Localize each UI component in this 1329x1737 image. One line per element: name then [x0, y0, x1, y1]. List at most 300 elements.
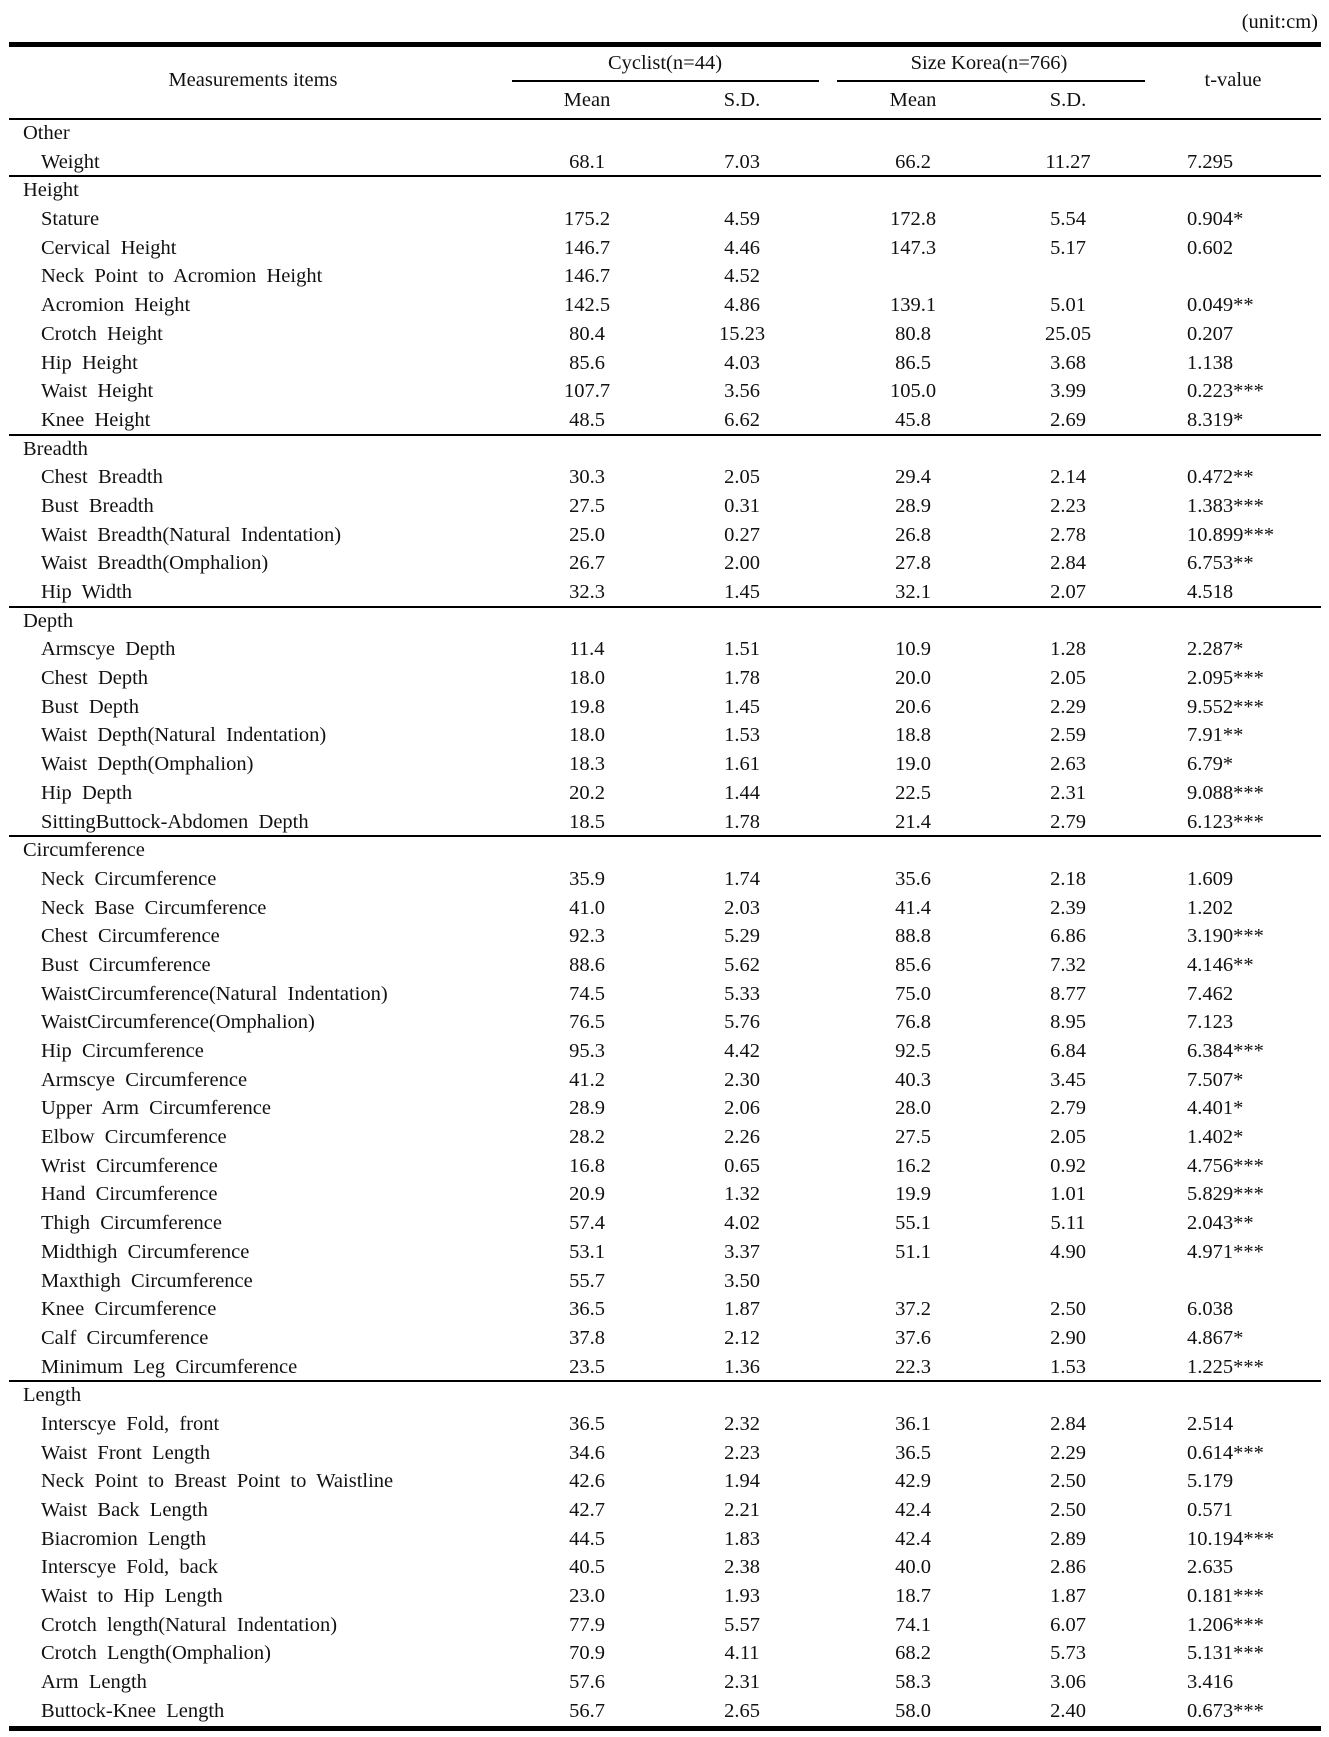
- cyclist-mean-cell: 18.3: [569, 753, 605, 776]
- size-korea-mean-cell: 26.8: [895, 523, 931, 546]
- item-label: Interscye Fold, back: [41, 1556, 219, 1579]
- size-korea-sd-cell: 8.95: [1050, 1011, 1086, 1034]
- cyclist-mean-cell: 57.6: [569, 1671, 605, 1694]
- item-label: Waist Height: [41, 380, 154, 403]
- t-value-cell: 4.401*: [1187, 1097, 1244, 1120]
- cyclist-mean-cell: 76.5: [569, 1011, 605, 1034]
- table-row: [0, 1324, 1329, 1353]
- cyclist-mean-cell: 57.4: [569, 1212, 605, 1235]
- t-value-cell: 1.138: [1187, 351, 1234, 374]
- item-label: Neck Point to Acromion Height: [41, 265, 323, 288]
- header-size-korea-mean: Mean: [889, 89, 937, 111]
- t-value-cell: 1.206***: [1187, 1613, 1264, 1636]
- cyclist-sd-cell: 0.65: [724, 1154, 760, 1177]
- item-label: Thigh Circumference: [41, 1212, 223, 1235]
- cyclist-sd-cell: 1.45: [724, 695, 760, 718]
- size-korea-sd-cell: 5.17: [1050, 236, 1086, 259]
- size-korea-sd-cell: 2.78: [1050, 523, 1086, 546]
- t-value-cell: 1.225***: [1187, 1355, 1264, 1378]
- size-korea-sd-cell: 2.31: [1050, 781, 1086, 804]
- size-korea-mean-cell: 36.5: [895, 1441, 931, 1464]
- size-korea-mean-cell: 147.3: [889, 236, 937, 259]
- table-row: [0, 1553, 1329, 1582]
- cyclist-mean-cell: 41.0: [569, 896, 605, 919]
- t-value-cell: 7.507*: [1187, 1068, 1244, 1091]
- table-row: [0, 205, 1329, 234]
- item-label: WaistCircumference(Omphalion): [41, 1011, 315, 1034]
- size-korea-mean-cell: 27.8: [895, 552, 931, 575]
- size-korea-sd-cell: 0.92: [1050, 1154, 1086, 1177]
- size-korea-mean-cell: 80.8: [895, 322, 931, 345]
- table-row: [0, 1267, 1329, 1296]
- size-korea-mean-cell: 105.0: [889, 380, 937, 403]
- cyclist-mean-cell: 34.6: [569, 1441, 605, 1464]
- table-row: [0, 320, 1329, 349]
- size-korea-mean-cell: 21.4: [895, 810, 931, 833]
- table-row: [0, 521, 1329, 550]
- size-korea-sd-cell: 2.69: [1050, 408, 1086, 431]
- cyclist-sd-cell: 2.05: [724, 466, 760, 489]
- item-label: Biacromion Length: [41, 1527, 207, 1550]
- size-korea-sd-cell: 2.86: [1050, 1556, 1086, 1579]
- t-value-cell: 1.202: [1187, 896, 1234, 919]
- group-row: [0, 607, 1329, 636]
- size-korea-sd-cell: 2.89: [1050, 1527, 1086, 1550]
- cyclist-sd-cell: 3.50: [724, 1269, 760, 1292]
- size-korea-sd-cell: 2.07: [1050, 581, 1086, 603]
- cyclist-sd-cell: 1.83: [724, 1527, 760, 1550]
- item-label: Knee Circumference: [41, 1298, 217, 1321]
- table-row: [0, 693, 1329, 722]
- cyclist-mean-cell: 41.2: [569, 1068, 605, 1091]
- item-label: Chest Circumference: [41, 925, 220, 948]
- cyclist-mean-cell: 28.2: [569, 1126, 605, 1149]
- t-value-cell: 9.088***: [1187, 781, 1264, 804]
- size-korea-mean-cell: 16.2: [895, 1154, 931, 1177]
- size-korea-sd-cell: 2.84: [1050, 552, 1086, 575]
- table-row: [0, 1295, 1329, 1324]
- table-row: [0, 349, 1329, 378]
- cyclist-mean-cell: 88.6: [569, 953, 605, 976]
- size-korea-sd-cell: 3.68: [1050, 351, 1086, 374]
- size-korea-sd-cell: 25.05: [1044, 322, 1092, 345]
- t-value-cell: 0.614***: [1187, 1441, 1264, 1464]
- cyclist-sd-cell: 4.86: [724, 294, 760, 317]
- item-label: Hip Depth: [41, 781, 133, 804]
- header-t-value: t-value: [1204, 69, 1262, 91]
- size-korea-group-rule: [837, 80, 1145, 82]
- cyclist-mean-cell: 40.5: [569, 1556, 605, 1579]
- table-row: [0, 262, 1329, 291]
- size-korea-mean-cell: 36.1: [895, 1412, 931, 1435]
- cyclist-sd-cell: 5.29: [724, 925, 760, 948]
- t-value-cell: 2.043**: [1187, 1212, 1254, 1235]
- cyclist-mean-cell: 146.7: [563, 265, 611, 288]
- cyclist-mean-cell: 11.4: [569, 638, 605, 661]
- cyclist-sd-cell: 1.45: [724, 581, 760, 603]
- cyclist-sd-cell: 2.38: [724, 1556, 760, 1579]
- item-label: Waist Breadth(Natural Indentation): [41, 523, 342, 546]
- size-korea-mean-cell: 28.0: [895, 1097, 931, 1120]
- item-label: Neck Base Circumference: [41, 896, 267, 919]
- t-value-cell: 1.383***: [1187, 494, 1264, 517]
- table-row: [0, 1467, 1329, 1496]
- item-label: Crotch Height: [41, 322, 163, 345]
- cyclist-mean-cell: 23.0: [569, 1585, 605, 1608]
- cyclist-mean-cell: 32.3: [569, 581, 605, 603]
- item-label: WaistCircumference(Natural Indentation): [41, 982, 388, 1005]
- size-korea-sd-cell: 2.63: [1050, 753, 1086, 776]
- size-korea-sd-cell: 3.99: [1050, 380, 1086, 403]
- size-korea-mean-cell: 86.5: [895, 351, 931, 374]
- t-value-cell: 5.179: [1187, 1470, 1234, 1493]
- table-row: [0, 721, 1329, 750]
- cyclist-sd-cell: 0.31: [724, 494, 760, 517]
- cyclist-mean-cell: 92.3: [569, 925, 605, 948]
- cyclist-mean-cell: 95.3: [569, 1040, 605, 1062]
- size-korea-sd-cell: 5.54: [1050, 208, 1086, 231]
- table-row: [0, 1353, 1329, 1382]
- cyclist-sd-cell: 2.00: [724, 552, 760, 575]
- item-label: Bust Circumference: [41, 953, 211, 976]
- size-korea-mean-cell: 58.3: [895, 1671, 931, 1694]
- size-korea-sd-cell: 1.53: [1050, 1355, 1086, 1378]
- cyclist-mean-cell: 36.5: [569, 1298, 605, 1321]
- item-label: Waist to Hip Length: [41, 1585, 223, 1608]
- cyclist-sd-cell: 15.23: [718, 322, 766, 345]
- group-label: Length: [23, 1384, 82, 1407]
- t-value-cell: 2.635: [1187, 1556, 1234, 1579]
- cyclist-sd-cell: 4.59: [724, 208, 760, 231]
- item-label: Hip Height: [41, 351, 138, 374]
- size-korea-mean-cell: 35.6: [895, 867, 931, 890]
- item-label: Waist Front Length: [41, 1441, 211, 1464]
- table-row: [0, 1094, 1329, 1123]
- cyclist-mean-cell: 107.7: [563, 380, 611, 403]
- t-value-cell: 4.146**: [1187, 953, 1254, 976]
- table-row: [0, 578, 1329, 607]
- cyclist-mean-cell: 48.5: [569, 408, 605, 431]
- size-korea-sd-cell: 5.11: [1050, 1212, 1086, 1235]
- group-row: [0, 1381, 1329, 1410]
- cyclist-sd-cell: 1.74: [724, 867, 760, 890]
- cyclist-sd-cell: 1.94: [724, 1470, 760, 1493]
- table-row: [0, 1123, 1329, 1152]
- size-korea-sd-cell: 6.07: [1050, 1613, 1086, 1636]
- size-korea-sd-cell: 1.01: [1050, 1183, 1086, 1206]
- table-row: [0, 1209, 1329, 1238]
- size-korea-mean-cell: 20.0: [895, 667, 931, 690]
- cyclist-sd-cell: 2.65: [724, 1699, 760, 1722]
- size-korea-sd-cell: 8.77: [1050, 982, 1086, 1005]
- table-row: [0, 1439, 1329, 1468]
- cyclist-mean-cell: 53.1: [569, 1240, 605, 1263]
- item-label: Waist Breadth(Omphalion): [41, 552, 269, 575]
- size-korea-mean-cell: 172.8: [889, 208, 937, 231]
- size-korea-sd-cell: 2.18: [1050, 867, 1086, 890]
- size-korea-sd-cell: 2.05: [1050, 1126, 1086, 1149]
- cyclist-sd-cell: 2.30: [724, 1068, 760, 1091]
- t-value-cell: 3.190***: [1187, 925, 1264, 948]
- size-korea-mean-cell: 74.1: [895, 1613, 931, 1636]
- t-value-cell: 10.899***: [1187, 523, 1275, 546]
- table-row: [0, 234, 1329, 263]
- header-size-korea-group: Size Korea(n=766): [910, 52, 1068, 74]
- table-row: [0, 406, 1329, 435]
- group-label: Other: [23, 122, 70, 144]
- table-row: [0, 1008, 1329, 1037]
- cyclist-mean-cell: 56.7: [569, 1699, 605, 1722]
- item-label: Acromion Height: [41, 294, 191, 317]
- group-row: [0, 435, 1329, 464]
- cyclist-sd-cell: 2.12: [724, 1326, 760, 1349]
- cyclist-mean-cell: 16.8: [569, 1154, 605, 1177]
- cyclist-mean-cell: 23.5: [569, 1355, 605, 1378]
- size-korea-sd-cell: 2.23: [1050, 494, 1086, 517]
- cyclist-mean-cell: 42.7: [569, 1499, 605, 1521]
- t-value-cell: 7.123: [1187, 1011, 1234, 1034]
- cyclist-sd-cell: 4.52: [724, 265, 760, 288]
- cyclist-mean-cell: 80.4: [569, 322, 605, 345]
- size-korea-mean-cell: 75.0: [895, 982, 931, 1005]
- t-value-cell: 0.904*: [1187, 208, 1244, 231]
- size-korea-sd-cell: 2.90: [1050, 1326, 1086, 1349]
- header-measurements-items: Measurements items: [168, 69, 338, 91]
- cyclist-mean-cell: 37.8: [569, 1326, 605, 1349]
- size-korea-mean-cell: 40.3: [895, 1068, 931, 1091]
- t-value-cell: 2.514: [1187, 1412, 1234, 1435]
- size-korea-sd-cell: 2.50: [1050, 1298, 1086, 1321]
- size-korea-sd-cell: 2.50: [1050, 1470, 1086, 1493]
- cyclist-sd-cell: 3.56: [724, 380, 760, 403]
- t-value-cell: 0.223***: [1187, 380, 1264, 403]
- cyclist-mean-cell: 42.6: [569, 1470, 605, 1493]
- item-label: Neck Circumference: [41, 867, 217, 890]
- size-korea-mean-cell: 37.6: [895, 1326, 931, 1349]
- cyclist-sd-cell: 1.78: [724, 810, 760, 833]
- size-korea-sd-cell: 3.06: [1050, 1671, 1086, 1694]
- table-row: [0, 1066, 1329, 1095]
- cyclist-mean-cell: 36.5: [569, 1412, 605, 1435]
- table-row: [0, 664, 1329, 693]
- item-label: Hip Width: [41, 581, 133, 603]
- size-korea-mean-cell: 42.4: [895, 1499, 931, 1521]
- size-korea-mean-cell: 19.9: [895, 1183, 931, 1206]
- t-value-cell: 2.095***: [1187, 667, 1264, 690]
- size-korea-mean-cell: 92.5: [895, 1040, 931, 1062]
- cyclist-mean-cell: 18.5: [569, 810, 605, 833]
- t-value-cell: 0.049**: [1187, 294, 1254, 317]
- item-label: Hip Circumference: [41, 1040, 204, 1062]
- size-korea-sd-cell: 2.59: [1050, 724, 1086, 747]
- item-label: Calf Circumference: [41, 1326, 209, 1349]
- cyclist-mean-cell: 77.9: [569, 1613, 605, 1636]
- cyclist-mean-cell: 70.9: [569, 1642, 605, 1665]
- cyclist-mean-cell: 68.1: [569, 150, 605, 173]
- t-value-cell: 10.194***: [1187, 1527, 1275, 1550]
- group-row: [0, 836, 1329, 865]
- cyclist-sd-cell: 3.37: [724, 1240, 760, 1263]
- group-label: Height: [23, 179, 79, 202]
- size-korea-sd-cell: 2.29: [1050, 1441, 1086, 1464]
- size-korea-mean-cell: 19.0: [895, 753, 931, 776]
- header-cyclist-sd: S.D.: [723, 89, 761, 111]
- table-row: [0, 1496, 1329, 1525]
- table-row: [0, 148, 1329, 177]
- cyclist-mean-cell: 74.5: [569, 982, 605, 1005]
- size-korea-mean-cell: 68.2: [895, 1642, 931, 1665]
- t-value-cell: 7.91**: [1187, 724, 1244, 747]
- size-korea-sd-cell: 2.14: [1050, 466, 1086, 489]
- t-value-cell: 3.416: [1187, 1671, 1234, 1694]
- cyclist-sd-cell: 2.06: [724, 1097, 760, 1120]
- t-value-cell: 5.829***: [1187, 1183, 1264, 1206]
- cyclist-mean-cell: 20.2: [569, 781, 605, 804]
- table-row: [0, 922, 1329, 951]
- size-korea-mean-cell: 18.7: [895, 1585, 931, 1608]
- table-row: [0, 1611, 1329, 1640]
- t-value-cell: 0.181***: [1187, 1585, 1264, 1608]
- item-label: Bust Depth: [41, 695, 139, 718]
- cyclist-mean-cell: 55.7: [569, 1269, 605, 1292]
- size-korea-mean-cell: 28.9: [895, 494, 931, 517]
- size-korea-mean-cell: 10.9: [895, 638, 931, 661]
- size-korea-sd-cell: 6.86: [1050, 925, 1086, 948]
- unit-label: (unit:cm): [1241, 11, 1318, 33]
- cyclist-sd-cell: 2.21: [724, 1499, 760, 1521]
- table-row: [0, 1037, 1329, 1066]
- item-label: Waist Depth(Natural Indentation): [41, 724, 327, 747]
- cyclist-sd-cell: 0.27: [724, 523, 760, 546]
- cyclist-sd-cell: 1.44: [724, 781, 760, 804]
- cyclist-mean-cell: 35.9: [569, 867, 605, 890]
- cyclist-mean-cell: 27.5: [569, 494, 605, 517]
- t-value-cell: 4.518: [1187, 581, 1234, 603]
- item-label: Waist Depth(Omphalion): [41, 753, 254, 776]
- t-value-cell: 2.287*: [1187, 638, 1244, 661]
- t-value-cell: 0.207: [1187, 322, 1234, 345]
- item-label: Arm Length: [41, 1671, 147, 1694]
- cyclist-mean-cell: 175.2: [563, 208, 611, 231]
- size-korea-mean-cell: 32.1: [895, 581, 931, 603]
- size-korea-sd-cell: 2.79: [1050, 1097, 1086, 1120]
- table-row: [0, 980, 1329, 1009]
- cyclist-sd-cell: 1.78: [724, 667, 760, 690]
- table-row: [0, 1639, 1329, 1668]
- t-value-cell: 7.462: [1187, 982, 1234, 1005]
- table-row: [0, 635, 1329, 664]
- cyclist-sd-cell: 5.57: [724, 1613, 760, 1636]
- size-korea-sd-cell: 2.50: [1050, 1499, 1086, 1521]
- item-label: Cervical Height: [41, 236, 177, 259]
- group-label: Circumference: [23, 839, 145, 862]
- cyclist-sd-cell: 1.36: [724, 1355, 760, 1378]
- item-label: Chest Depth: [41, 667, 149, 690]
- cyclist-sd-cell: 2.31: [724, 1671, 760, 1694]
- cyclist-sd-cell: 2.23: [724, 1441, 760, 1464]
- table-row: [0, 779, 1329, 808]
- cyclist-mean-cell: 146.7: [563, 236, 611, 259]
- cyclist-sd-cell: 2.32: [724, 1412, 760, 1435]
- t-value-cell: 6.123***: [1187, 810, 1264, 833]
- cyclist-mean-cell: 142.5: [563, 294, 611, 317]
- cyclist-mean-cell: 30.3: [569, 466, 605, 489]
- size-korea-sd-cell: 2.79: [1050, 810, 1086, 833]
- t-value-cell: 6.384***: [1187, 1040, 1264, 1062]
- cyclist-sd-cell: 4.03: [724, 351, 760, 374]
- table-row: [0, 377, 1329, 406]
- table-row: [0, 894, 1329, 923]
- cyclist-sd-cell: 4.46: [724, 236, 760, 259]
- item-label: Crotch length(Natural Indentation): [41, 1613, 338, 1636]
- table-row: [0, 1410, 1329, 1439]
- item-label: Elbow Circumference: [41, 1126, 227, 1149]
- size-korea-mean-cell: 66.2: [895, 150, 931, 173]
- size-korea-sd-cell: 11.27: [1045, 150, 1091, 173]
- size-korea-sd-cell: 4.90: [1050, 1240, 1086, 1263]
- cyclist-group-rule: [512, 80, 819, 82]
- t-value-cell: 0.472**: [1187, 466, 1254, 489]
- size-korea-mean-cell: 42.9: [895, 1470, 931, 1493]
- t-value-cell: 7.295: [1187, 150, 1234, 173]
- cyclist-sd-cell: 6.62: [724, 408, 760, 431]
- cyclist-mean-cell: 18.0: [569, 724, 605, 747]
- table-row: [0, 549, 1329, 578]
- cyclist-sd-cell: 1.61: [724, 753, 760, 776]
- item-label: Neck Point to Breast Point to Waistline: [41, 1470, 394, 1493]
- item-label: SittingButtock-Abdomen Depth: [41, 810, 309, 833]
- cyclist-sd-cell: 7.03: [724, 150, 760, 173]
- item-label: Minimum Leg Circumference: [41, 1355, 298, 1378]
- group-label: Depth: [23, 609, 74, 632]
- table-row: [0, 1238, 1329, 1267]
- item-label: Chest Breadth: [41, 466, 163, 489]
- size-korea-sd-cell: 2.40: [1050, 1699, 1086, 1722]
- header-cyclist-mean: Mean: [563, 89, 611, 111]
- table-row: [0, 865, 1329, 894]
- cyclist-sd-cell: 4.11: [724, 1642, 760, 1665]
- cyclist-sd-cell: 1.87: [724, 1298, 760, 1321]
- t-value-cell: 6.038: [1187, 1298, 1234, 1321]
- size-korea-mean-cell: 42.4: [895, 1527, 931, 1550]
- table-row: [0, 1525, 1329, 1554]
- table-row: [0, 291, 1329, 320]
- size-korea-mean-cell: 22.3: [895, 1355, 931, 1378]
- t-value-cell: 1.402*: [1187, 1126, 1244, 1149]
- item-label: Maxthigh Circumference: [41, 1269, 253, 1292]
- table-row: [0, 951, 1329, 980]
- t-value-cell: 5.131***: [1187, 1642, 1264, 1665]
- cyclist-sd-cell: 5.76: [724, 1011, 760, 1034]
- size-korea-sd-cell: 3.45: [1050, 1068, 1086, 1091]
- size-korea-mean-cell: 18.8: [895, 724, 931, 747]
- t-value-cell: 6.753**: [1187, 552, 1254, 575]
- table-bottom-rule: [9, 1726, 1321, 1731]
- cyclist-mean-cell: 25.0: [569, 523, 605, 546]
- item-label: Bust Breadth: [41, 494, 154, 517]
- table-row: [0, 492, 1329, 521]
- table-row: [0, 1180, 1329, 1209]
- cyclist-sd-cell: 4.02: [724, 1212, 760, 1235]
- size-korea-mean-cell: 58.0: [895, 1699, 931, 1722]
- table-row: [0, 1582, 1329, 1611]
- size-korea-mean-cell: 76.8: [895, 1011, 931, 1034]
- group-row: [0, 119, 1329, 148]
- t-value-cell: 0.571: [1187, 1499, 1234, 1521]
- group-label: Breadth: [23, 437, 88, 460]
- size-korea-sd-cell: 6.84: [1050, 1040, 1086, 1062]
- size-korea-mean-cell: 22.5: [895, 781, 931, 804]
